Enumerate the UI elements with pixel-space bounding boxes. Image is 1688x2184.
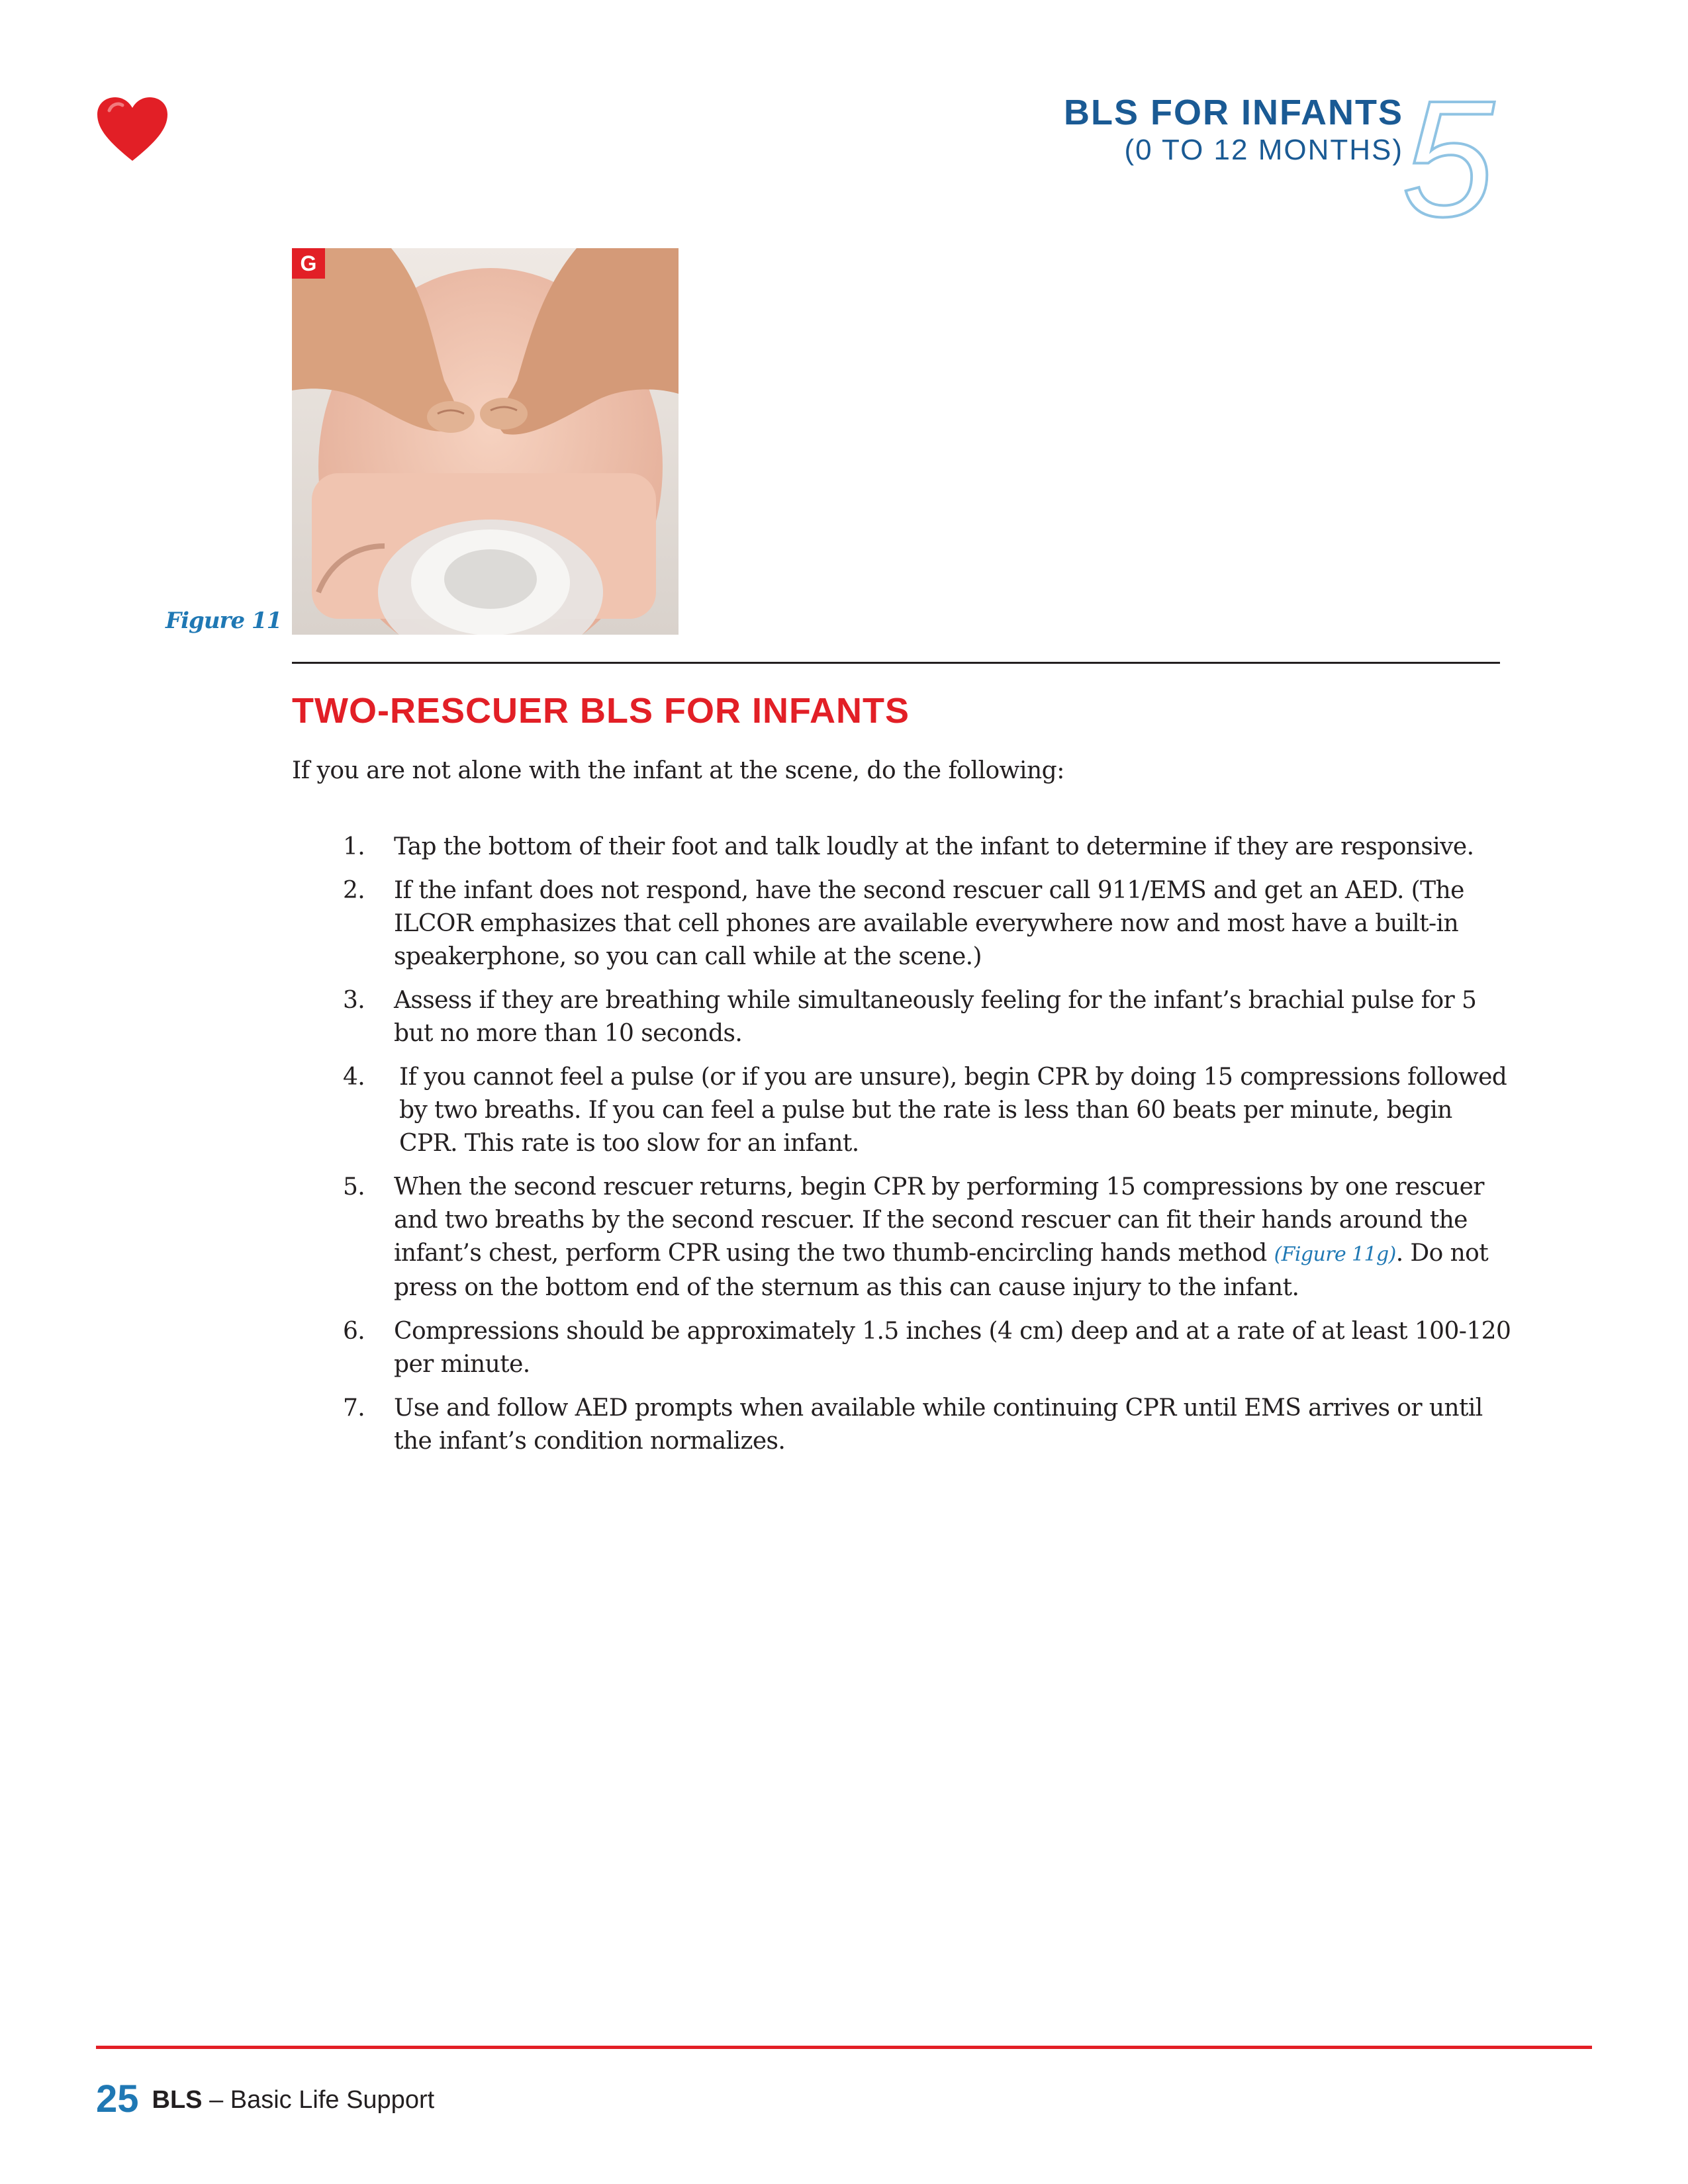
step-number: 4. <box>343 1064 365 1091</box>
figure-photo <box>292 248 679 635</box>
figure-panel-tag: G <box>292 248 325 279</box>
step-number: 5. <box>343 1173 365 1201</box>
step-number: 7. <box>343 1394 365 1422</box>
chapter-subtitle: (0 TO 12 MONTHS) <box>1124 134 1403 166</box>
step-text: Tap the bottom of their foot and talk loudly at the infant to determine if they are responsive. <box>394 833 1474 860</box>
step-number: 1. <box>343 833 365 860</box>
step-number: 6. <box>343 1318 365 1345</box>
footer-divider <box>96 2046 1592 2049</box>
list-item <box>331 874 1516 974</box>
section-divider <box>292 662 1500 664</box>
figure-reference: (Figure 11g) <box>1274 1243 1396 1266</box>
footer-book-abbrev: BLS <box>152 2086 203 2114</box>
list-item <box>331 1061 1516 1160</box>
step-text: Use and follow AED prompts when available while continuing CPR until EMS arrives or until the infant’s condition normalizes. <box>394 1394 1483 1455</box>
list-item <box>331 831 1516 864</box>
section-intro: If you are not alone with the infant at the scene, do the following: <box>292 757 1064 784</box>
section-title: TWO-RESCUER BLS FOR INFANTS <box>292 691 910 731</box>
footer-book-title: – Basic Life Support <box>202 2086 435 2114</box>
steps-list <box>331 831 1516 1469</box>
step-text: Compressions should be approximately 1.5 inches (4 cm) deep and at a rate of at least 100-120 per minute. <box>394 1318 1511 1378</box>
page-footer <box>96 2077 434 2121</box>
chapter-heading <box>1064 91 1403 167</box>
list-item <box>331 1171 1516 1304</box>
step-text: Assess if they are breathing while simultaneously feeling for the infant’s brachial pulse for 5 but no more than 10 seconds. <box>394 987 1477 1047</box>
step-text: When the second rescuer returns, begin CPR by performing 15 compressions by one rescuer and two breaths by the second rescuer. If the second rescuer can fit their hands around the infant’s chest, perform CPR using the two thumb-encircling hands method <box>394 1173 1484 1267</box>
step-text-continued: . Do not press on the bottom end of the sternum as this can cause injury to the infant. <box>394 1240 1489 1301</box>
figure-caption: Figure 11 <box>165 608 282 634</box>
chapter-number: 5 <box>1402 66 1495 251</box>
list-item <box>331 1392 1516 1458</box>
page-number: 25 <box>96 2077 139 2120</box>
list-item <box>331 984 1516 1050</box>
step-text: If you cannot feel a pulse (or if you are unsure), begin CPR by doing 15 compressions followed by two breaths. If you can feel a pulse but the rate is less than 60 beats per minute, begin CPR. This rate is too slow for an infant. <box>399 1064 1507 1157</box>
step-number: 2. <box>343 877 365 904</box>
step-number: 3. <box>343 987 365 1014</box>
list-item <box>331 1315 1516 1381</box>
heart-logo-icon <box>96 96 169 162</box>
step-text: If the infant does not respond, have the second rescuer call 911/EMS and get an AED. (The ILCOR emphasizes that cell phones are available everywhere now and most have a built-in speakerphone, so you can call while at the scene.) <box>394 877 1464 970</box>
chapter-title: BLS FOR INFANTS <box>1064 93 1403 132</box>
